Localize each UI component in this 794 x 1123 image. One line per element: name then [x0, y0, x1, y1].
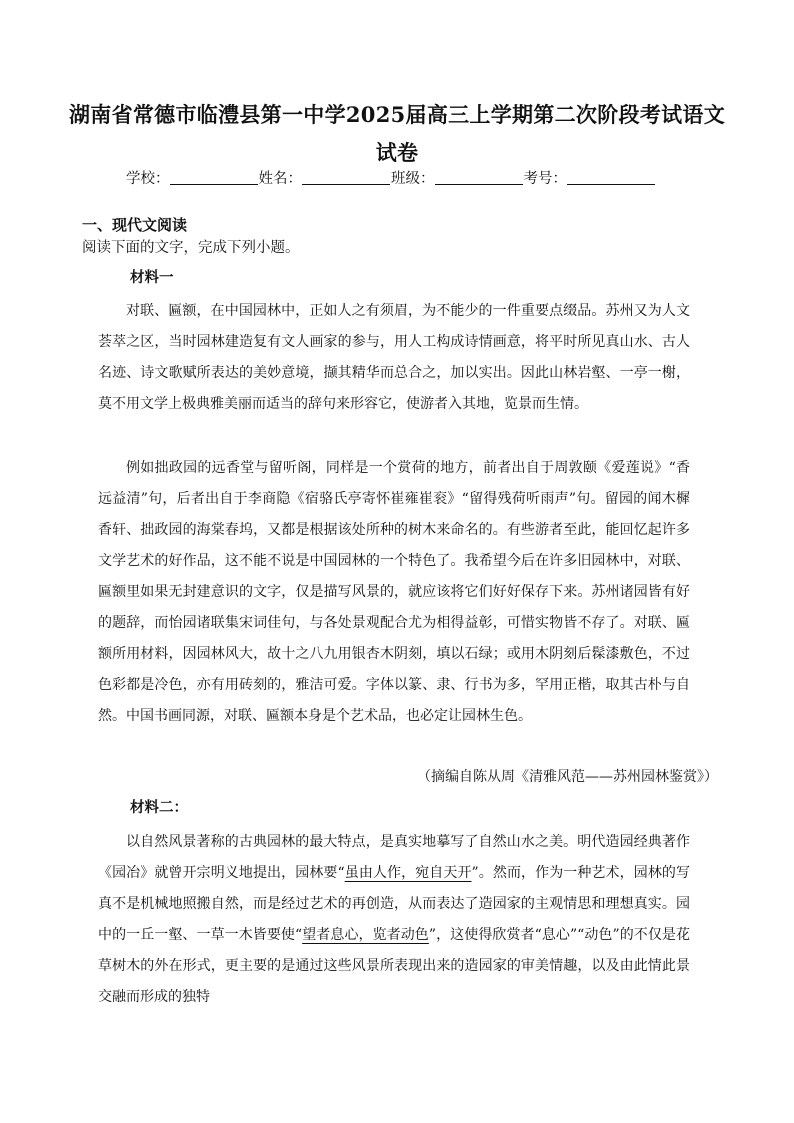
material-1-source: （摘编自陈从周《清雅风范——苏州园林鉴赏》）: [417, 769, 718, 785]
name-label: 姓名：: [258, 171, 302, 187]
page-title: 湖南省常德市临澧县第一中学2025届高三上学期第二次阶段考试语文试卷: [68, 102, 726, 165]
underlined-quote-2: 望者息心，览者动色: [302, 927, 429, 943]
school-label: 学校：: [126, 171, 170, 187]
student-info-line: [126, 167, 686, 191]
school-field[interactable]: [170, 168, 258, 185]
underlined-quote-1: 虽由人作，宛自天开: [344, 865, 472, 881]
exam-no-field[interactable]: [567, 168, 655, 185]
material-2-paragraph: [98, 827, 690, 1013]
material-1-paragraph-1: 对联、匾额，在中国园林中，正如人之有须眉，为不能少的一件重要点缀品。苏州又为人文荟萃之区，当时园林建造复有文人画家的参与，用人工构成诗情画意，将平时所见真山水、古人名迹、诗文歌赋所表达的美妙意境，撷其精华而总合之，加以实出。因此山林岩壑、一亭一榭，莫不用文学上极典雅美丽而适当的辞句来形容它，使游者入其地，览景而生情。: [98, 303, 690, 412]
material-1-label: 材料一: [130, 270, 174, 286]
section-heading: 一、现代文阅读: [82, 216, 188, 234]
material-2-text-a: 以自然风景著称的古典园林的最大特点，是真实地摹写了自然山水之美。明代造园经典著作《园冶》就曾开宗明义地提出，园林要“: [98, 834, 690, 881]
exam-no-label: 考号：: [523, 171, 567, 187]
material-1-paragraph-2: 例如拙政园的远香堂与留听阁，同样是一个赏荷的地方，前者出自于周敦颐《爱莲说》“香远益清”句，后者出自于李商隐《宿骆氏亭寄怀崔雍崔衮》“留得残荷听雨声”句。留园的闻木樨香轩、拙政园的海棠春坞，又都是根据该处所种的树木来命名的。有些游者至此，能回忆起许多文学艺术的好作品，这不能不说是中国园林的一个特色了。我希望今后在许多旧园林中，对联、匾额里如果无封建意识的文字，仅是描写风景的，就应该将它们好好保存下来。苏州诸园皆有好的题辞，而怡园诸联集宋词佳句，与各处景观配合尤为相得益彰，可惜实物皆不存了。对联、匾额所用材料，因园林风大，故十之八九用银杏木阴刻，填以石绿；或用木阴刻后髹漆敷色，不过色彩都是冷色，亦有用砖刻的，雅洁可爱。字体以篆、隶、行书为多，罕用正楷，取其古朴与自然。中国书画同源，对联、匾额本身是个艺术品，也必定让园林生色。: [98, 460, 690, 724]
material-2-text-c: ”，这使得欣赏者“息心”“动色”的不仅是花草树木的外在形式，更主要的是通过这些风景所表现出来的造园家的审美情趣，以及由此情此景交融而形成的独特: [98, 927, 690, 1005]
name-field[interactable]: [302, 168, 390, 185]
material-2-text-b: ”。然而，作为一种艺术，园林的写真不是机械地照搬自然，而是经过艺术的再创造，从而表达了造园家的主观情思和理想真实。园中的一丘一壑、一草一木皆要使“: [98, 865, 690, 943]
material-2-label: 材料二：: [130, 800, 188, 816]
class-label: 班级：: [391, 171, 435, 187]
reading-instruction: 阅读下面的文字，完成下列小题。: [82, 240, 300, 256]
class-field[interactable]: [435, 168, 523, 185]
